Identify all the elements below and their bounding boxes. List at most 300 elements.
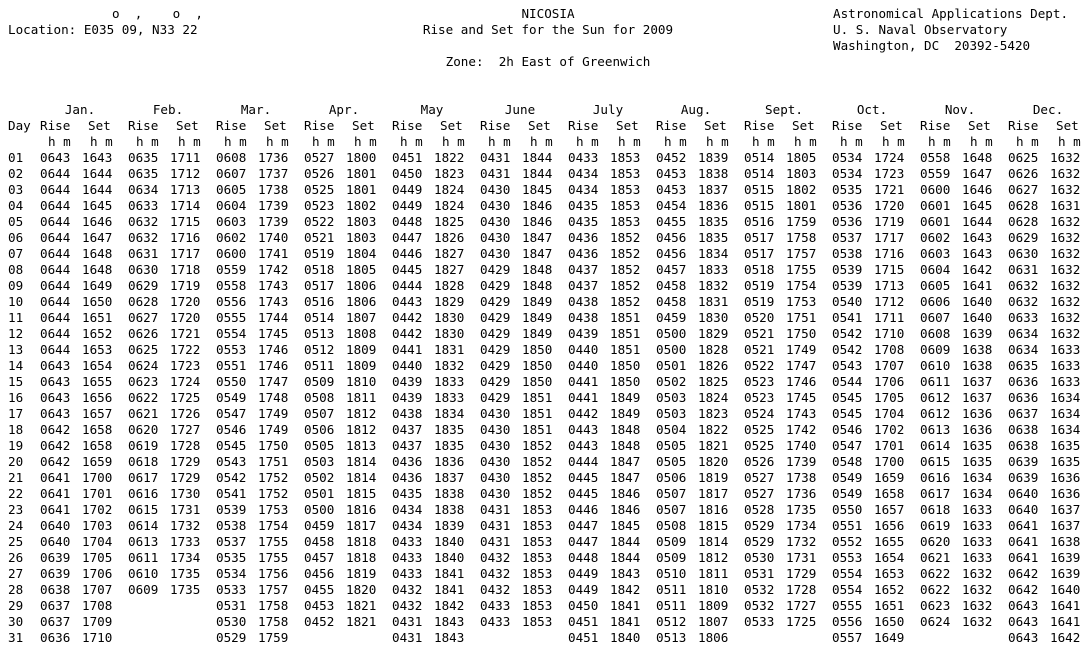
day-number: 21 (8, 470, 24, 485)
subtitle: Rise and Set for the Sun for 2009 (422, 22, 674, 37)
set-time: 1735 (786, 502, 817, 517)
rise-time: 0605 (216, 182, 247, 197)
set-time: 1731 (786, 550, 817, 565)
rise-time: 0432 (480, 582, 511, 597)
rise-time: 0554 (832, 582, 863, 597)
day-number: 03 (8, 182, 24, 197)
set-time: 1744 (258, 310, 289, 325)
rise-time: 0603 (216, 214, 247, 229)
rise-header: Rise (392, 118, 423, 133)
rise-time: 0612 (920, 406, 951, 421)
set-time: 1713 (170, 182, 201, 197)
rise-time: 0641 (1008, 518, 1039, 533)
set-time: 1633 (1050, 342, 1081, 357)
rise-time: 0445 (568, 486, 599, 501)
rise-header: Rise (744, 118, 775, 133)
set-time: 1824 (434, 182, 465, 197)
rise-time: 0429 (480, 326, 511, 341)
month-header: Apr. (328, 102, 360, 117)
rise-time: 0516 (304, 294, 335, 309)
rise-time: 0439 (568, 326, 599, 341)
set-time: 1705 (82, 550, 113, 565)
set-time: 1756 (258, 566, 289, 581)
rise-time: 0542 (216, 470, 247, 485)
rise-time: 0447 (568, 518, 599, 533)
set-time: 1635 (962, 454, 993, 469)
rise-time: 0506 (304, 422, 335, 437)
set-time: 1719 (170, 278, 201, 293)
rise-time: 0640 (1008, 486, 1039, 501)
rise-time: 0512 (656, 614, 687, 629)
rise-time: 0451 (568, 630, 599, 645)
set-time: 1634 (962, 486, 993, 501)
set-time: 1636 (1050, 470, 1081, 485)
set-time: 1801 (346, 182, 377, 197)
set-time: 1809 (698, 598, 729, 613)
rise-time: 0613 (128, 534, 159, 549)
set-time: 1801 (346, 166, 377, 181)
set-time: 1837 (434, 470, 465, 485)
set-time: 1749 (786, 342, 817, 357)
rise-time: 0604 (920, 262, 951, 277)
org-line-1: Astronomical Applications Dept. (833, 6, 1069, 21)
set-time: 1720 (170, 294, 201, 309)
set-time: 1843 (434, 614, 465, 629)
set-time: 1803 (346, 214, 377, 229)
day-number: 22 (8, 486, 24, 501)
set-units: h m (90, 134, 113, 149)
rise-time: 0644 (40, 294, 71, 309)
rise-time: 0456 (656, 246, 687, 261)
rise-header: Rise (304, 118, 335, 133)
rise-time: 0442 (568, 406, 599, 421)
set-time: 1734 (786, 518, 817, 533)
set-time: 1757 (258, 582, 289, 597)
rise-time: 0451 (392, 150, 423, 165)
rise-time: 0541 (832, 310, 863, 325)
month-header: June (504, 102, 536, 117)
set-time: 1729 (786, 566, 817, 581)
set-time: 1836 (434, 454, 465, 469)
rise-time: 0520 (744, 310, 775, 325)
rise-time: 0602 (920, 230, 951, 245)
rise-time: 0633 (128, 198, 159, 213)
set-time: 1846 (522, 214, 553, 229)
rise-time: 0430 (480, 406, 511, 421)
set-header: Set (616, 118, 639, 133)
set-time: 1648 (82, 246, 113, 261)
rise-time: 0444 (568, 454, 599, 469)
set-time: 1636 (962, 406, 993, 421)
set-time: 1634 (962, 470, 993, 485)
set-time: 1633 (962, 550, 993, 565)
set-time: 1820 (346, 582, 377, 597)
set-time: 1851 (522, 422, 553, 437)
set-time: 1848 (610, 422, 641, 437)
set-time: 1828 (698, 342, 729, 357)
rise-time: 0631 (128, 246, 159, 261)
set-time: 1720 (874, 198, 905, 213)
rise-time: 0533 (744, 614, 775, 629)
rise-units: h m (224, 134, 247, 149)
rise-time: 0525 (744, 422, 775, 437)
rise-time: 0506 (656, 470, 687, 485)
rise-time: 0553 (832, 550, 863, 565)
set-time: 1710 (82, 630, 113, 645)
rise-time: 0429 (480, 278, 511, 293)
rise-time: 0545 (832, 390, 863, 405)
table-row (0, 598, 1091, 614)
table-row (0, 614, 1091, 630)
rise-time: 0503 (656, 390, 687, 405)
set-time: 1700 (82, 470, 113, 485)
rise-time: 0521 (744, 326, 775, 341)
set-time: 1645 (962, 198, 993, 213)
set-time: 1739 (258, 214, 289, 229)
rise-time: 0620 (920, 534, 951, 549)
month-header: July (592, 102, 624, 117)
set-time: 1816 (346, 502, 377, 517)
rise-time: 0443 (568, 438, 599, 453)
rise-time: 0554 (832, 566, 863, 581)
rise-time: 0559 (920, 166, 951, 181)
rise-time: 0458 (656, 294, 687, 309)
set-time: 1814 (346, 454, 377, 469)
rise-time: 0513 (656, 630, 687, 645)
rise-time: 0618 (128, 454, 159, 469)
rise-time: 0641 (40, 470, 71, 485)
rise-time: 0517 (304, 278, 335, 293)
set-time: 1635 (962, 438, 993, 453)
set-time: 1838 (698, 166, 729, 181)
rise-units: h m (840, 134, 863, 149)
set-time: 1704 (874, 406, 905, 421)
set-time: 1852 (522, 486, 553, 501)
set-time: 1732 (170, 518, 201, 533)
rise-time: 0604 (216, 198, 247, 213)
set-time: 1806 (346, 294, 377, 309)
rise-time: 0643 (40, 374, 71, 389)
rise-time: 0612 (920, 390, 951, 405)
set-time: 1659 (874, 470, 905, 485)
set-time: 1638 (1050, 534, 1081, 549)
set-time: 1853 (610, 166, 641, 181)
rise-time: 0639 (40, 566, 71, 581)
set-time: 1807 (346, 310, 377, 325)
rise-time: 0643 (1008, 630, 1039, 645)
rise-time: 0429 (480, 374, 511, 389)
set-time: 1818 (346, 550, 377, 565)
set-time: 1818 (346, 534, 377, 549)
set-time: 1632 (1050, 326, 1081, 341)
set-header: Set (1056, 118, 1079, 133)
set-time: 1853 (610, 150, 641, 165)
rise-time: 0436 (568, 230, 599, 245)
set-time: 1849 (522, 294, 553, 309)
set-time: 1847 (610, 470, 641, 485)
rise-time: 0458 (656, 278, 687, 293)
day-number: 31 (8, 630, 24, 645)
set-time: 1750 (258, 438, 289, 453)
table-row (0, 406, 1091, 422)
set-time: 1812 (698, 550, 729, 565)
set-time: 1822 (698, 422, 729, 437)
rise-time: 0432 (392, 582, 423, 597)
set-time: 1846 (610, 486, 641, 501)
set-time: 1827 (434, 246, 465, 261)
set-time: 1808 (346, 326, 377, 341)
set-units: h m (794, 134, 817, 149)
rise-time: 0641 (1008, 534, 1039, 549)
table-row (0, 566, 1091, 582)
rise-time: 0636 (1008, 390, 1039, 405)
rise-time: 0616 (920, 470, 951, 485)
rise-time: 0504 (656, 422, 687, 437)
set-time: 1757 (786, 246, 817, 261)
rise-time: 0455 (304, 582, 335, 597)
set-time: 1632 (1050, 166, 1081, 181)
set-time: 1658 (82, 422, 113, 437)
day-number: 15 (8, 374, 24, 389)
set-header: Set (176, 118, 199, 133)
set-time: 1642 (1050, 630, 1081, 645)
rise-time: 0429 (480, 262, 511, 277)
rise-time: 0542 (832, 342, 863, 357)
rise-time: 0502 (656, 374, 687, 389)
set-time: 1752 (258, 470, 289, 485)
set-time: 1849 (610, 390, 641, 405)
rise-time: 0644 (40, 166, 71, 181)
set-time: 1632 (1050, 150, 1081, 165)
set-time: 1820 (698, 454, 729, 469)
rise-time: 0644 (40, 326, 71, 341)
set-time: 1637 (1050, 518, 1081, 533)
table-row (0, 422, 1091, 438)
set-time: 1640 (1050, 582, 1081, 597)
set-time: 1632 (962, 614, 993, 629)
set-time: 1803 (786, 166, 817, 181)
rise-time: 0602 (216, 230, 247, 245)
rise-time: 0433 (480, 598, 511, 613)
set-time: 1641 (962, 278, 993, 293)
day-number: 23 (8, 502, 24, 517)
rise-time: 0457 (656, 262, 687, 277)
set-time: 1831 (434, 342, 465, 357)
set-time: 1653 (874, 566, 905, 581)
table-row (0, 310, 1091, 326)
set-time: 1726 (170, 406, 201, 421)
rise-time: 0607 (216, 166, 247, 181)
rise-time: 0644 (40, 278, 71, 293)
rise-time: 0529 (744, 534, 775, 549)
set-time: 1809 (346, 358, 377, 373)
rise-time: 0510 (656, 566, 687, 581)
rise-time: 0514 (744, 150, 775, 165)
set-time: 1802 (786, 182, 817, 197)
set-time: 1844 (522, 150, 553, 165)
hm-header-row (0, 134, 1091, 150)
rise-time: 0521 (744, 342, 775, 357)
set-time: 1706 (874, 374, 905, 389)
rise-time: 0542 (832, 326, 863, 341)
day-number: 01 (8, 150, 24, 165)
set-time: 1742 (786, 422, 817, 437)
set-header: Set (528, 118, 551, 133)
rise-time: 0620 (128, 422, 159, 437)
set-time: 1758 (786, 230, 817, 245)
set-time: 1701 (82, 486, 113, 501)
set-time: 1749 (258, 406, 289, 421)
rise-time: 0532 (744, 598, 775, 613)
rise-time: 0625 (1008, 150, 1039, 165)
rise-time: 0534 (832, 166, 863, 181)
rise-time: 0429 (480, 390, 511, 405)
set-time: 1759 (786, 214, 817, 229)
rise-time: 0539 (832, 278, 863, 293)
set-time: 1634 (1050, 422, 1081, 437)
rise-time: 0605 (920, 278, 951, 293)
set-time: 1732 (786, 534, 817, 549)
rise-time: 0634 (1008, 342, 1039, 357)
set-time: 1850 (522, 342, 553, 357)
rise-time: 0507 (656, 486, 687, 501)
rise-time: 0448 (392, 214, 423, 229)
set-time: 1711 (874, 310, 905, 325)
set-time: 1633 (962, 518, 993, 533)
rise-time: 0558 (216, 278, 247, 293)
set-time: 1850 (610, 358, 641, 373)
set-time: 1830 (434, 310, 465, 325)
set-time: 1812 (346, 406, 377, 421)
rise-time: 0434 (568, 182, 599, 197)
day-number: 10 (8, 294, 24, 309)
set-header: Set (88, 118, 111, 133)
set-time: 1814 (346, 470, 377, 485)
set-time: 1840 (434, 534, 465, 549)
set-time: 1841 (610, 598, 641, 613)
set-time: 1811 (346, 390, 377, 405)
rise-time: 0433 (480, 614, 511, 629)
rise-time: 0628 (128, 294, 159, 309)
rise-time: 0438 (392, 406, 423, 421)
rise-time: 0630 (1008, 246, 1039, 261)
rise-time: 0523 (304, 198, 335, 213)
month-header: Dec. (1032, 102, 1064, 117)
rise-time: 0639 (40, 550, 71, 565)
set-time: 1707 (82, 582, 113, 597)
set-time: 1815 (346, 486, 377, 501)
rise-time: 0549 (832, 470, 863, 485)
rise-time: 0627 (128, 310, 159, 325)
set-time: 1635 (1050, 454, 1081, 469)
rise-time: 0431 (480, 502, 511, 517)
rise-time: 0644 (40, 182, 71, 197)
rise-time: 0507 (656, 502, 687, 517)
set-time: 1703 (82, 518, 113, 533)
rise-time: 0433 (392, 550, 423, 565)
table-row (0, 230, 1091, 246)
rise-time: 0441 (392, 342, 423, 357)
rise-time: 0440 (568, 358, 599, 373)
set-units: h m (354, 134, 377, 149)
rise-time: 0447 (568, 534, 599, 549)
rise-time: 0609 (920, 342, 951, 357)
set-units: h m (706, 134, 729, 149)
day-number: 07 (8, 246, 24, 261)
set-time: 1632 (962, 566, 993, 581)
rise-time: 0631 (1008, 262, 1039, 277)
zone-label: Zone: 2h East of Greenwich (445, 54, 651, 69)
rise-time: 0440 (392, 358, 423, 373)
set-time: 1853 (522, 550, 553, 565)
rise-time: 0547 (216, 406, 247, 421)
rise-time: 0515 (744, 198, 775, 213)
rise-time: 0429 (480, 310, 511, 325)
set-time: 1724 (170, 374, 201, 389)
set-time: 1833 (434, 390, 465, 405)
rise-time: 0624 (920, 614, 951, 629)
set-time: 1841 (610, 614, 641, 629)
set-time: 1852 (610, 294, 641, 309)
day-number: 11 (8, 310, 24, 325)
set-time: 1849 (522, 326, 553, 341)
rise-time: 0453 (304, 598, 335, 613)
month-header: Mar. (240, 102, 272, 117)
table-row (0, 214, 1091, 230)
rise-time: 0600 (216, 246, 247, 261)
table-row (0, 534, 1091, 550)
set-time: 1643 (962, 230, 993, 245)
rise-time: 0641 (40, 502, 71, 517)
rise-units: h m (576, 134, 599, 149)
set-time: 1634 (1050, 406, 1081, 421)
set-time: 1853 (522, 614, 553, 629)
set-time: 1633 (962, 534, 993, 549)
rise-header: Rise (656, 118, 687, 133)
rise-time: 0525 (744, 438, 775, 453)
rise-time: 0543 (216, 454, 247, 469)
set-time: 1645 (82, 198, 113, 213)
rise-time: 0446 (568, 502, 599, 517)
rise-units: h m (312, 134, 335, 149)
set-time: 1852 (522, 438, 553, 453)
set-time: 1827 (434, 262, 465, 277)
rise-time: 0505 (656, 438, 687, 453)
set-time: 1835 (698, 230, 729, 245)
set-time: 1632 (962, 598, 993, 613)
rise-time: 0445 (392, 262, 423, 277)
rise-time: 0456 (304, 566, 335, 581)
table-row (0, 374, 1091, 390)
rise-time: 0644 (40, 230, 71, 245)
set-time: 1652 (82, 326, 113, 341)
rise-time: 0500 (304, 502, 335, 517)
rise-time: 0622 (128, 390, 159, 405)
day-number: 26 (8, 550, 24, 565)
set-time: 1800 (346, 150, 377, 165)
set-time: 1644 (82, 166, 113, 181)
set-units: h m (442, 134, 465, 149)
rise-time: 0643 (40, 358, 71, 373)
set-time: 1839 (698, 150, 729, 165)
rise-time: 0555 (216, 310, 247, 325)
set-time: 1751 (258, 454, 289, 469)
set-time: 1638 (962, 342, 993, 357)
set-time: 1723 (874, 166, 905, 181)
set-time: 1847 (610, 454, 641, 469)
set-time: 1810 (346, 374, 377, 389)
day-number: 08 (8, 262, 24, 277)
